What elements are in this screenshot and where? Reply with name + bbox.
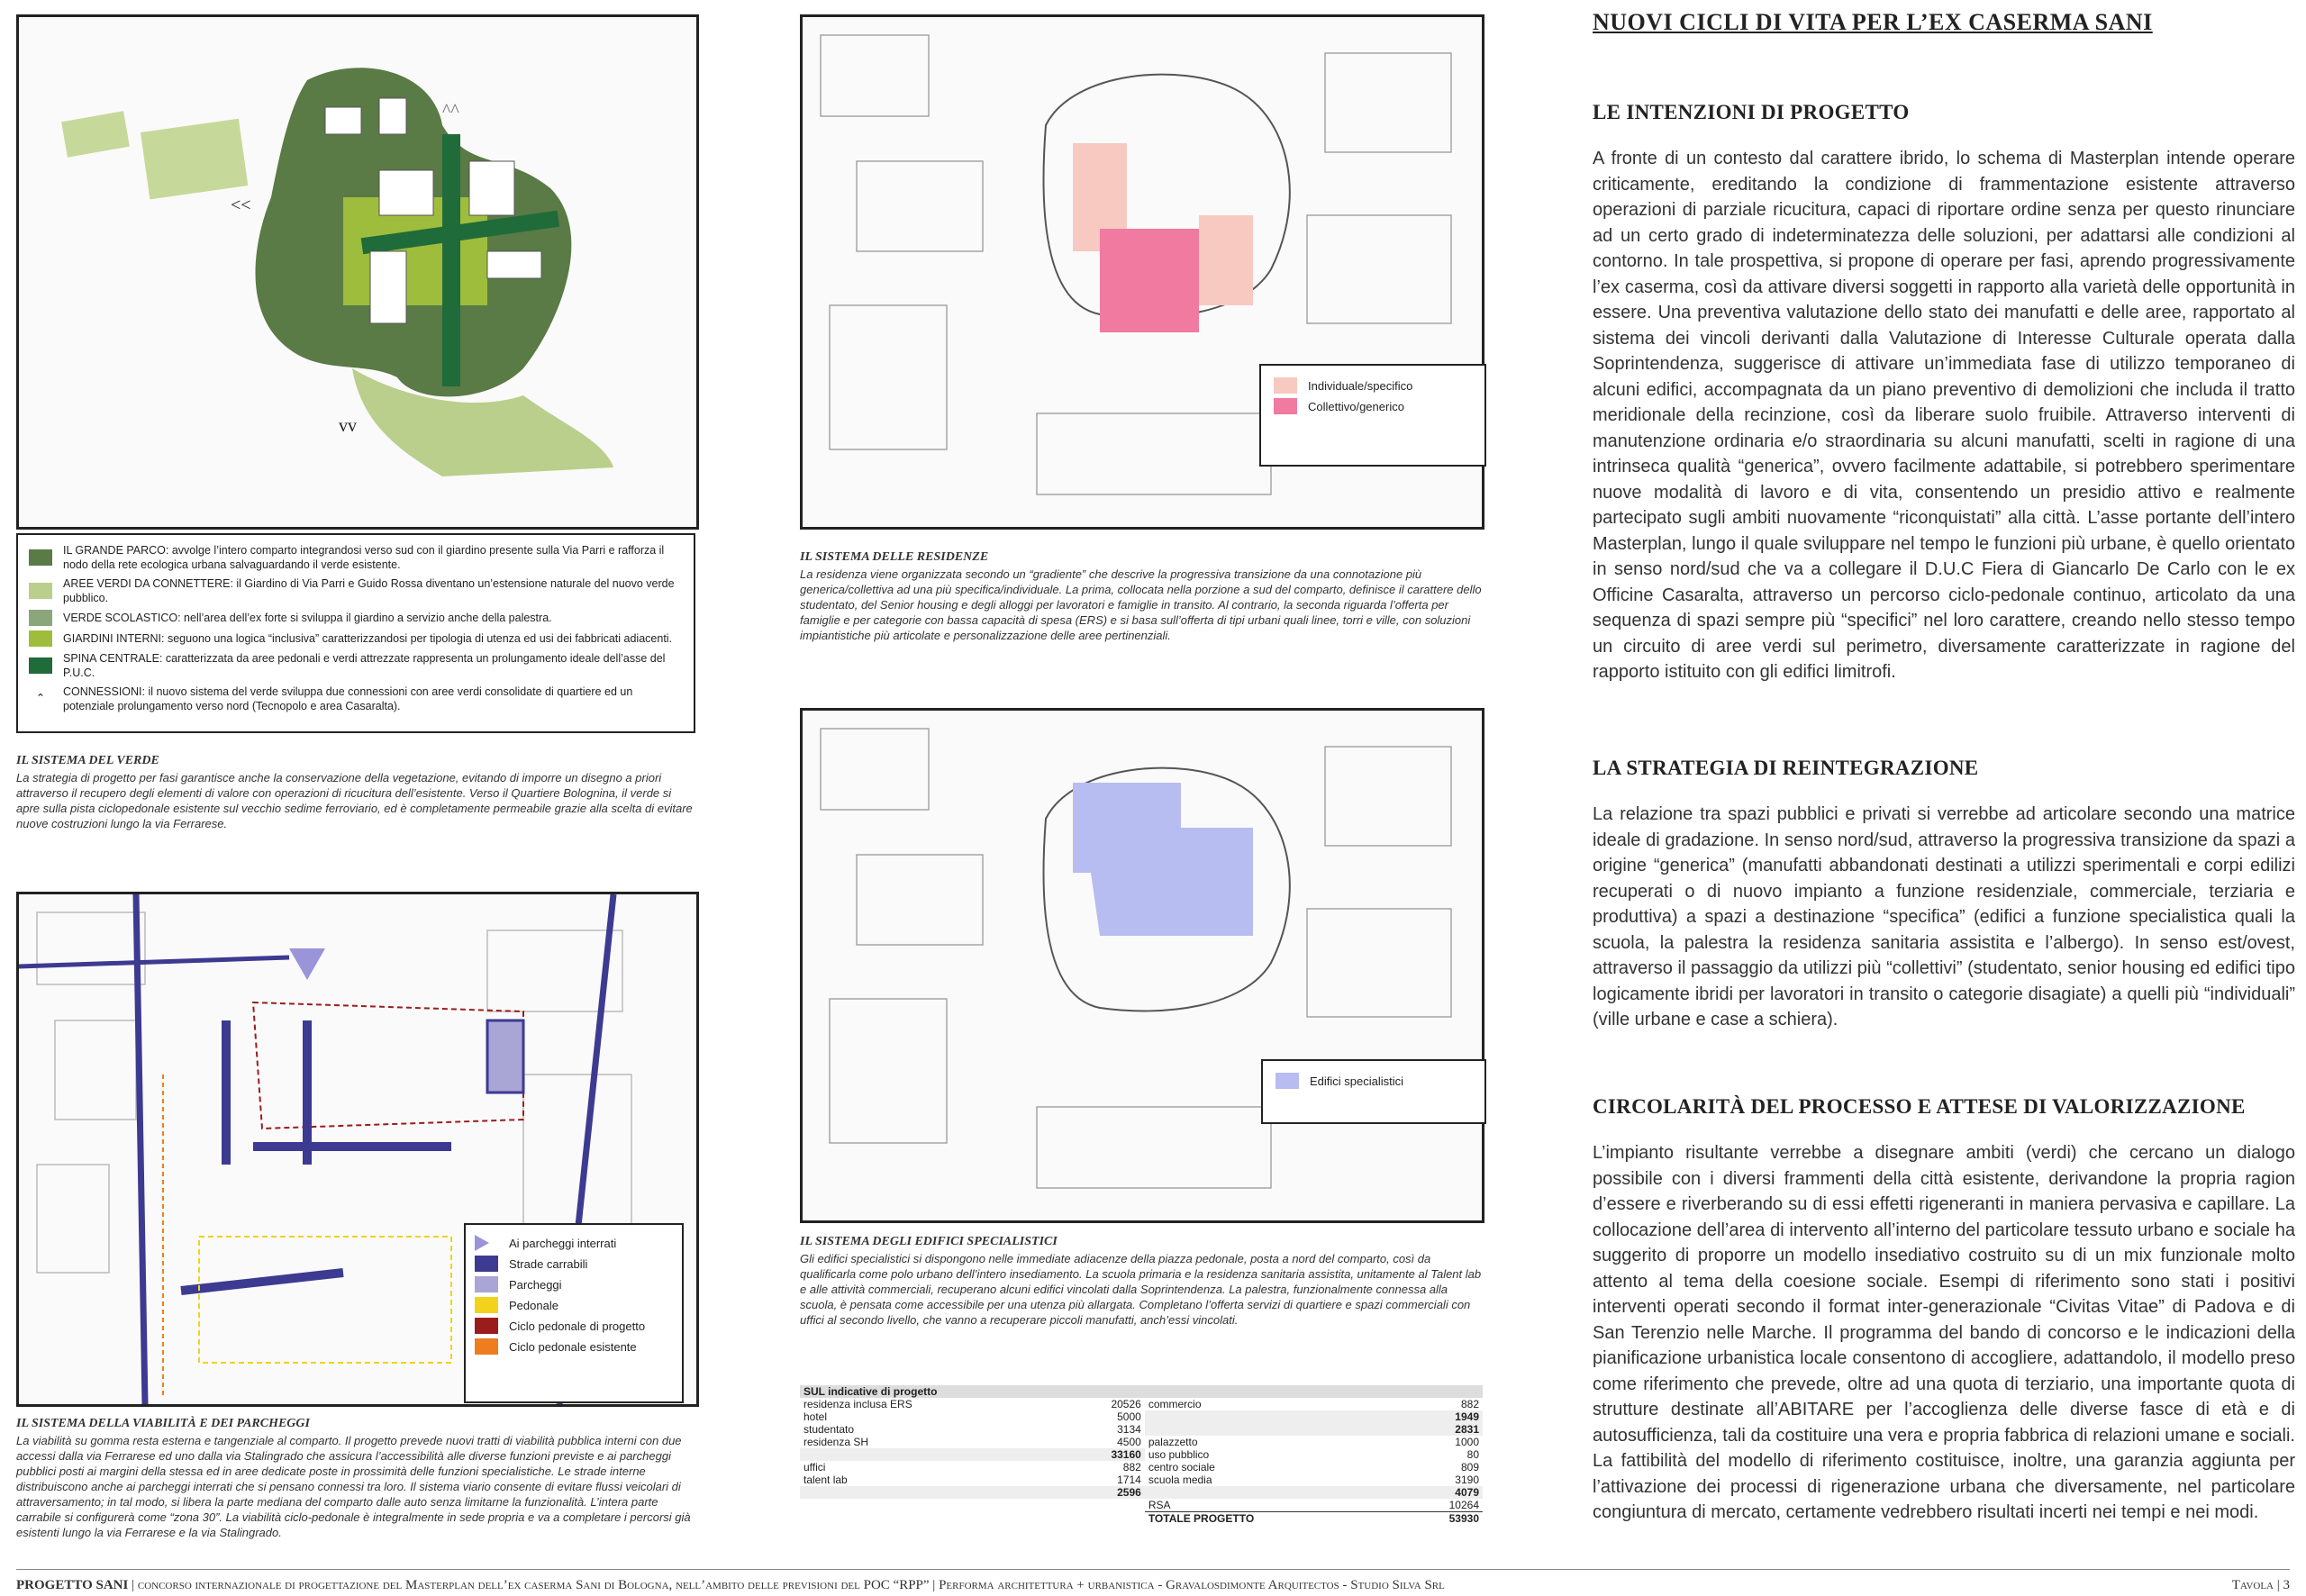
svg-text:^^: ^^ [442,101,459,121]
verde-caption-text: La strategia di progetto per fasi garantisce anche la conservazione della vegetazione, evitando di imporre un disegno a priori attraverso il recupero degli elementi di valore con operazioni di ricucitura dell’esistente. Verso il Quartiere Bolognina, il verde si apre sulla pista ciclopedonale esistente sul vecchio sedime ferroviario, ed è completamente permeabile grazie alla scelta di evitare nuove costruzioni lungo la via Ferrarese. [16,771,693,830]
sul-cell: RSA [1148,1499,1171,1511]
sul-cell: 80 [1466,1448,1479,1461]
sul-cell: 4079 [1399,1486,1483,1499]
sul-cell: 1000 [1455,1436,1479,1448]
sul-row [800,1461,1483,1474]
specialistici-caption-text: Gli edifici specialistici si dispongono nelle immediate adiacenze della piazza pedonale, posta a nord del comparto, così da qualificarla come polo urbano dell’intero insediamento. La scuola primaria e la residenza sanitaria assistita, unitamente al Talent lab e alle attività commerciali, recuperano alcuni edifici vincolati dalla Soprintendenza. La palestra, funzionalmente connessa alla scuola, è pensata come accessibile per una utenza più allargata. Completano l’offerta servizi di quartiere e spazi commerciali con uffici al secondo livello, che vanno a recuperare piccoli manufatti, anch’essi vincolati. [800,1252,1482,1327]
legend-item [475,1297,673,1313]
legend-item [475,1235,673,1251]
sul-cell: TOTALE PROGETTO [1145,1512,1399,1526]
legend-swatch [475,1276,498,1292]
legend-label: Ciclo pedonale di progetto [509,1319,646,1333]
specialistici-map [803,711,1482,1220]
legend-label: IL GRANDE PARCO: avvolge l’intero comparto integrandosi verso sud con il giardino presente sulla Via Parri e rafforza il nodo della rete ecologica urbana salvaguardando il verde esistente. [63,544,665,571]
sul-cell [800,1486,1061,1499]
legend-swatch [1274,377,1297,394]
specialistici-caption-title: IL SISTEMA DEGLI EDIFICI SPECIALISTICI [800,1235,1058,1248]
legend-swatch [29,630,52,647]
legend-label: Individuale/specifico [1308,378,1413,393]
legend-swatch [1276,1073,1299,1089]
footer: PROGETTO SANI | concorso internazionale di progettazione del Masterplan dell’ex caserma Sani di Bologna, nell’ambito delle previsioni del POC “RPP” | Performa architettura + urbanistica - Gravalosdimonte Arquitectos - Studio Silva Srl Tavola | 3 [16,1578,2290,1592]
sul-row [800,1398,1483,1410]
legend-label: Parcheggi [509,1277,562,1292]
legend-swatch [29,583,52,599]
verde-caption-title: IL SISTEMA DEL VERDE [16,754,159,767]
legend-item [1276,1073,1472,1089]
viabilita-caption [16,1416,695,1540]
section-1-title: LE INTENZIONI DI PROGETTO [1593,101,1910,123]
footer-competition: concorso internazionale di progettazione del Masterplan dell’ex caserma Sani di Bologna, nell’ambito delle previsioni del POC “RPP” [137,1578,930,1592]
sul-cell: 2596 [1061,1486,1145,1499]
page-title: NUOVI CICLI DI VITA PER L’EX CASERMA SANI [1593,9,2153,35]
sul-row [800,1474,1483,1486]
sul-cell [1145,1423,1399,1436]
sul-row [800,1512,1483,1526]
sul-cell [1145,1486,1399,1499]
legend-swatch [29,657,52,674]
sul-cell: 10264 [1448,1499,1479,1511]
legend-item [475,1276,673,1292]
sul-title: SUL indicative di progetto [800,1385,1483,1398]
legend-swatch [29,549,52,566]
svg-text:vv: vv [339,416,357,436]
viabilita-caption-title: IL SISTEMA DELLA VIABILITÀ E DEI PARCHEGGI [16,1417,310,1430]
verde-map-panel [16,14,699,530]
legend-swatch [475,1297,498,1313]
legend-item [1274,377,1472,394]
sul-cell: talent lab [803,1474,848,1486]
sul-cell: 3134 [1117,1423,1141,1436]
verde-caption [16,753,695,831]
legend-swatch [1274,398,1297,414]
legend-label: VERDE SCOLASTICO: nell’area dell’ex forte si sviluppa il giardino a servizio anche della palestra. [63,612,552,624]
sul-cell: scuola media [1148,1474,1212,1486]
sul-cell: 1714 [1117,1474,1141,1486]
sul-cell: uffici [803,1461,826,1474]
legend-label: Collettivo/generico [1308,399,1404,413]
sul-row [800,1410,1483,1423]
legend-swatch [475,1256,498,1272]
section-3-body: L’impianto risultante verrebbe a disegnare ambiti (verdi) che cercano un dialogo possibile con i diversi frammenti della città esistente, derivandone la propria ragion d’essere e riverberando su di essi effetti rigeneranti in maniera pervasiva e capillare. La collocazione dell’area di intervento all’interno del particolare tessuto urbano e sociale ha suggerito di proporre un modello insediativo costruito su di un mix funzionale molto attento al tema della coesione sociale. Esempi di riferimento sono stati i positivi interventi operati secondo il format inter-generazionale “Civitas Vitae” di Padova e di San Terenzio nelle Marche. Il programma del bando di concorso e le indicazioni della pianificazione urbanistica locale consentono di accogliere, adattandolo, il modello preso come riferimento che prevede, oltre ad una quota di terziario, una importante quota di strutture destinate all’ABITARE per l’accoglienza delle diverse fasce di età e di autosufficienza, tali da costituire una vera e propria fabbrica di relazioni umane e sociali. La fattibilità del modello di riferimento costituisce, inoltre, una garanzia aggiunta per l’attivazione dei processi di rigenerazione urbana che diversamente, nel particolare congiuntura di mercato, certamente vedrebbero risultati incerti nei tempi e nei modi. [1593,1143,2295,1522]
sul-cell: palazzetto [1148,1436,1198,1448]
legend-item [29,630,683,647]
sul-cell: residenza SH [803,1436,869,1448]
sul-cell: 4500 [1117,1436,1141,1448]
legend-label: Edifici specialistici [1310,1074,1404,1088]
sul-cell [1061,1512,1145,1526]
legend-swatch [475,1338,498,1355]
legend-label: Pedonale [509,1298,558,1312]
section-2-body: La relazione tra spazi pubblici e privati si verrebbe ad articolare secondo una matrice ideale di gradazione. In senso nord/sud, attraverso la progressiva transizione da spazi a origine “generica” (manufatti abbandonati destinati a utilizzi sperimentali e corpi edilizi recuperati o di nuovo impianto a funzione residenziale, commerciale, terziaria e produttiva) a spazi a destinazione “specifica” (edifici a funzione specialistica quali la scuola, la palestra la residenza sanitaria assistita e l’albergo). In senso est/ovest, attraverso il passaggio da utilizzi più “collettivi” (studentato, senior housing ed edifici tipo logicamente ibridi per lavoratori in transito o categorie disagiate) a quelli più “individuali” (ville urbane e case a schiera). [1593,804,2295,1029]
sul-cell: centro sociale [1148,1461,1215,1474]
sul-cell: 20526 [1111,1398,1141,1410]
sul-row [800,1436,1483,1448]
legend-swatch [475,1235,489,1251]
legend-label: Strade carrabili [509,1256,588,1271]
viabilita-legend [464,1223,684,1403]
specialistici-caption [800,1234,1483,1328]
residenze-caption-text: La residenza viene organizzata secondo un “gradiente” che descrive la progressiva transizione da una connotazione più generica/collettiva ad una più specifica/individuale. La prima, collocata nella porzione a sud del comparto, definisce il carattere dello studentato, del Senior housing e degli alloggi per lavoratori e famiglie in transito. Al contrario, la seconda riguarda l’offerta per famiglie e per categorie con bassa capacità di spesa (ERS) e si basa sull’offerta di tipi urbani quali linee, torri e ville, con soluzioni impiantistiche più articolate e personalizzazione delle aree pertinenziali. [800,567,1482,642]
sul-cell [1145,1410,1399,1423]
sul-table [800,1385,1483,1525]
sul-cell [800,1499,1061,1512]
sul-cell: 33160 [1061,1448,1145,1461]
residenze-legend [1259,364,1486,467]
specialistici-map-panel [800,708,1484,1223]
sul-row [800,1486,1483,1499]
sul-cell: 3190 [1455,1474,1479,1486]
sul-cell: uso pubblico [1148,1448,1210,1461]
svg-text:<<: << [231,195,251,215]
legend-label: Ciclo pedonale esistente [509,1339,637,1354]
sul-cell: 53930 [1399,1512,1483,1526]
sul-cell: 1949 [1399,1410,1483,1423]
legend-item [475,1338,673,1355]
section-3-title: CIRCOLARITÀ DEL PROCESSO E ATTESE DI VALORIZZAZIONE [1593,1095,2246,1118]
legend-item [29,685,683,713]
legend-swatch [29,610,52,626]
legend-label: CONNESSIONI: il nuovo sistema del verde sviluppa due connessioni con aree verdi consolidate di quartiere ed un potenziale prolungamento verso nord (Tecnopolo e area Casaralta). [63,685,633,712]
sul-cell: studentato [803,1423,855,1436]
sul-row [800,1423,1483,1436]
legend-label: GIARDINI INTERNI: seguono una logica “inclusiva” caratterizzandosi per tipologia di utenza ed usi dei fabbricati adiacenti. [63,632,673,645]
footer-page: Tavola | 3 [2231,1578,2290,1592]
sul-cell: commercio [1148,1398,1202,1410]
sul-row [800,1448,1483,1461]
legend-label: SPINA CENTRALE: caratterizzata da aree pedonali e verdi attrezzate rappresenta un prolungamento ideale dell’asse del P.U.C. [63,652,666,679]
legend-item [29,610,683,626]
footer-rule [16,1569,2290,1570]
section-2-title: LA STRATEGIA DI REINTEGRAZIONE [1593,757,1979,779]
specialistici-legend [1261,1059,1486,1124]
legend-item [1274,398,1472,414]
sul-cell: residenza inclusa ERS [803,1398,912,1410]
sul-row [800,1499,1483,1512]
legend-swatch [475,1318,498,1334]
sul-cell [800,1512,1061,1526]
sul-cell [1061,1499,1145,1512]
verde-map [19,17,696,527]
verde-legend [16,533,695,733]
legend-item [29,543,683,572]
viabilita-caption-text: La viabilità su gomma resta esterna e tangenziale al comparto. Il progetto prevede nuovi tratti di viabilità pubblica interni con due accessi dalla via Ferrarese ed uno dalla via Stalingrado che assicura l’accessibilità alle diverse funzioni previste e ai parcheggi pubblici posti ai margini della stessa ed in aree dedicate poste in prossimità delle funzioni specialistiche. Le strade interne distribuiscono anche ai parcheggi interrati che si pensano connessi tra loro. Il sistema viario consente di evitare flussi veicolari di attraversamento; in tal modo, si libera la parte mediana del comparto dalle auto senza limitarne la funzionalità. L’intera parte carrabile si configurerà come “zona 30”. La viabilità ciclo-pedonale è integralmente in sede propria e va a completare i percorsi già esistenti lungo la via Ferrarese e la via Stalingrado. [16,1434,691,1539]
legend-item [475,1318,673,1334]
sul-cell: hotel [803,1410,828,1423]
legend-item [475,1256,673,1272]
section-1-body: A fronte di un contesto dal carattere ibrido, lo schema di Masterplan intende operare criticamente, ereditando la condizione di frammentazione esistente attraverso operazioni di parziale ricucitura, capaci di riportare ordine senza per questo rinunciare ad un certo grado di indeterminatezza delle soluzioni, per adattarsi alle condizioni al contorno. In tale prospettiva, si propone di operare per fasi, aprendo progressivamente l’ex caserma, così da attivare diversi soggetti in rapporto alla varietà delle opportunità in essere. Una preventiva valutazione dello stato dei manufatti e delle aree, rapportato al sistema dei vincoli derivanti dalla Valutazione di Interesse Culturale operata dalla Soprintendenza, suggerisce di attivare un’immediata fase di utilizzo temporaneo di alcuni edifici, accompagnata da un piano preventivo di demolizioni che includa il tratto meridionale della recinzione, così da liberare suolo fruibile. Attraverso interventi di manutenzione ordinaria e/o straordinaria su alcuni manufatti, scelti in ragione di una intrinseca qualità “generica”, ovvero facilmente adattabile, si potrebbero sperimentare nuove modalità di lavoro e di vita, consentendo un presidio attivo e realmente partecipato sugli ambiti nuovamente “riconquistati” alla città. L’asse portante dell’intero Masterplan, lungo il quale sviluppare nel tempo le funzioni più urbane, è quello orientato in senso nord/sud che va a collegare il D.U.C Fiera di Giancarlo De Carlo con le ex Officine Casaralta, attraverso un percorso ciclo-pedonale continuo, articolato da una sequenza di spazi sempre più “specifici” nel loro carattere, creando nello stesso tempo un circuito di aree verdi sul perimetro, diversamente caratterizzate in ragione del rapporto istituito con gli edifici limitrofi. [1593,149,2295,682]
legend-label: AREE VERDI DA CONNETTERE: il Giardino di Via Parri e Guido Rossa diventano un’estensione naturale del nuovo verde pubblico. [63,577,675,604]
sul-cell: 882 [1122,1461,1141,1474]
legend-label: Ai parcheggi interrati [509,1236,617,1250]
residenze-caption [800,549,1483,643]
sul-cell: 5000 [1117,1410,1141,1423]
footer-authors: Performa architettura + urbanistica - Gravalosdimonte Arquitectos - Studio Silva Srl [939,1578,1445,1592]
sul-cell: 882 [1460,1398,1479,1410]
legend-item [29,576,683,605]
residenze-caption-title: IL SISTEMA DELLE RESIDENZE [800,550,989,564]
sul-cell [800,1448,1061,1461]
footer-project: PROGETTO SANI [16,1578,129,1592]
legend-swatch: ⌃ [29,691,52,707]
legend-item [29,651,683,680]
sul-cell: 2831 [1399,1423,1483,1436]
sul-cell: 809 [1460,1461,1479,1474]
